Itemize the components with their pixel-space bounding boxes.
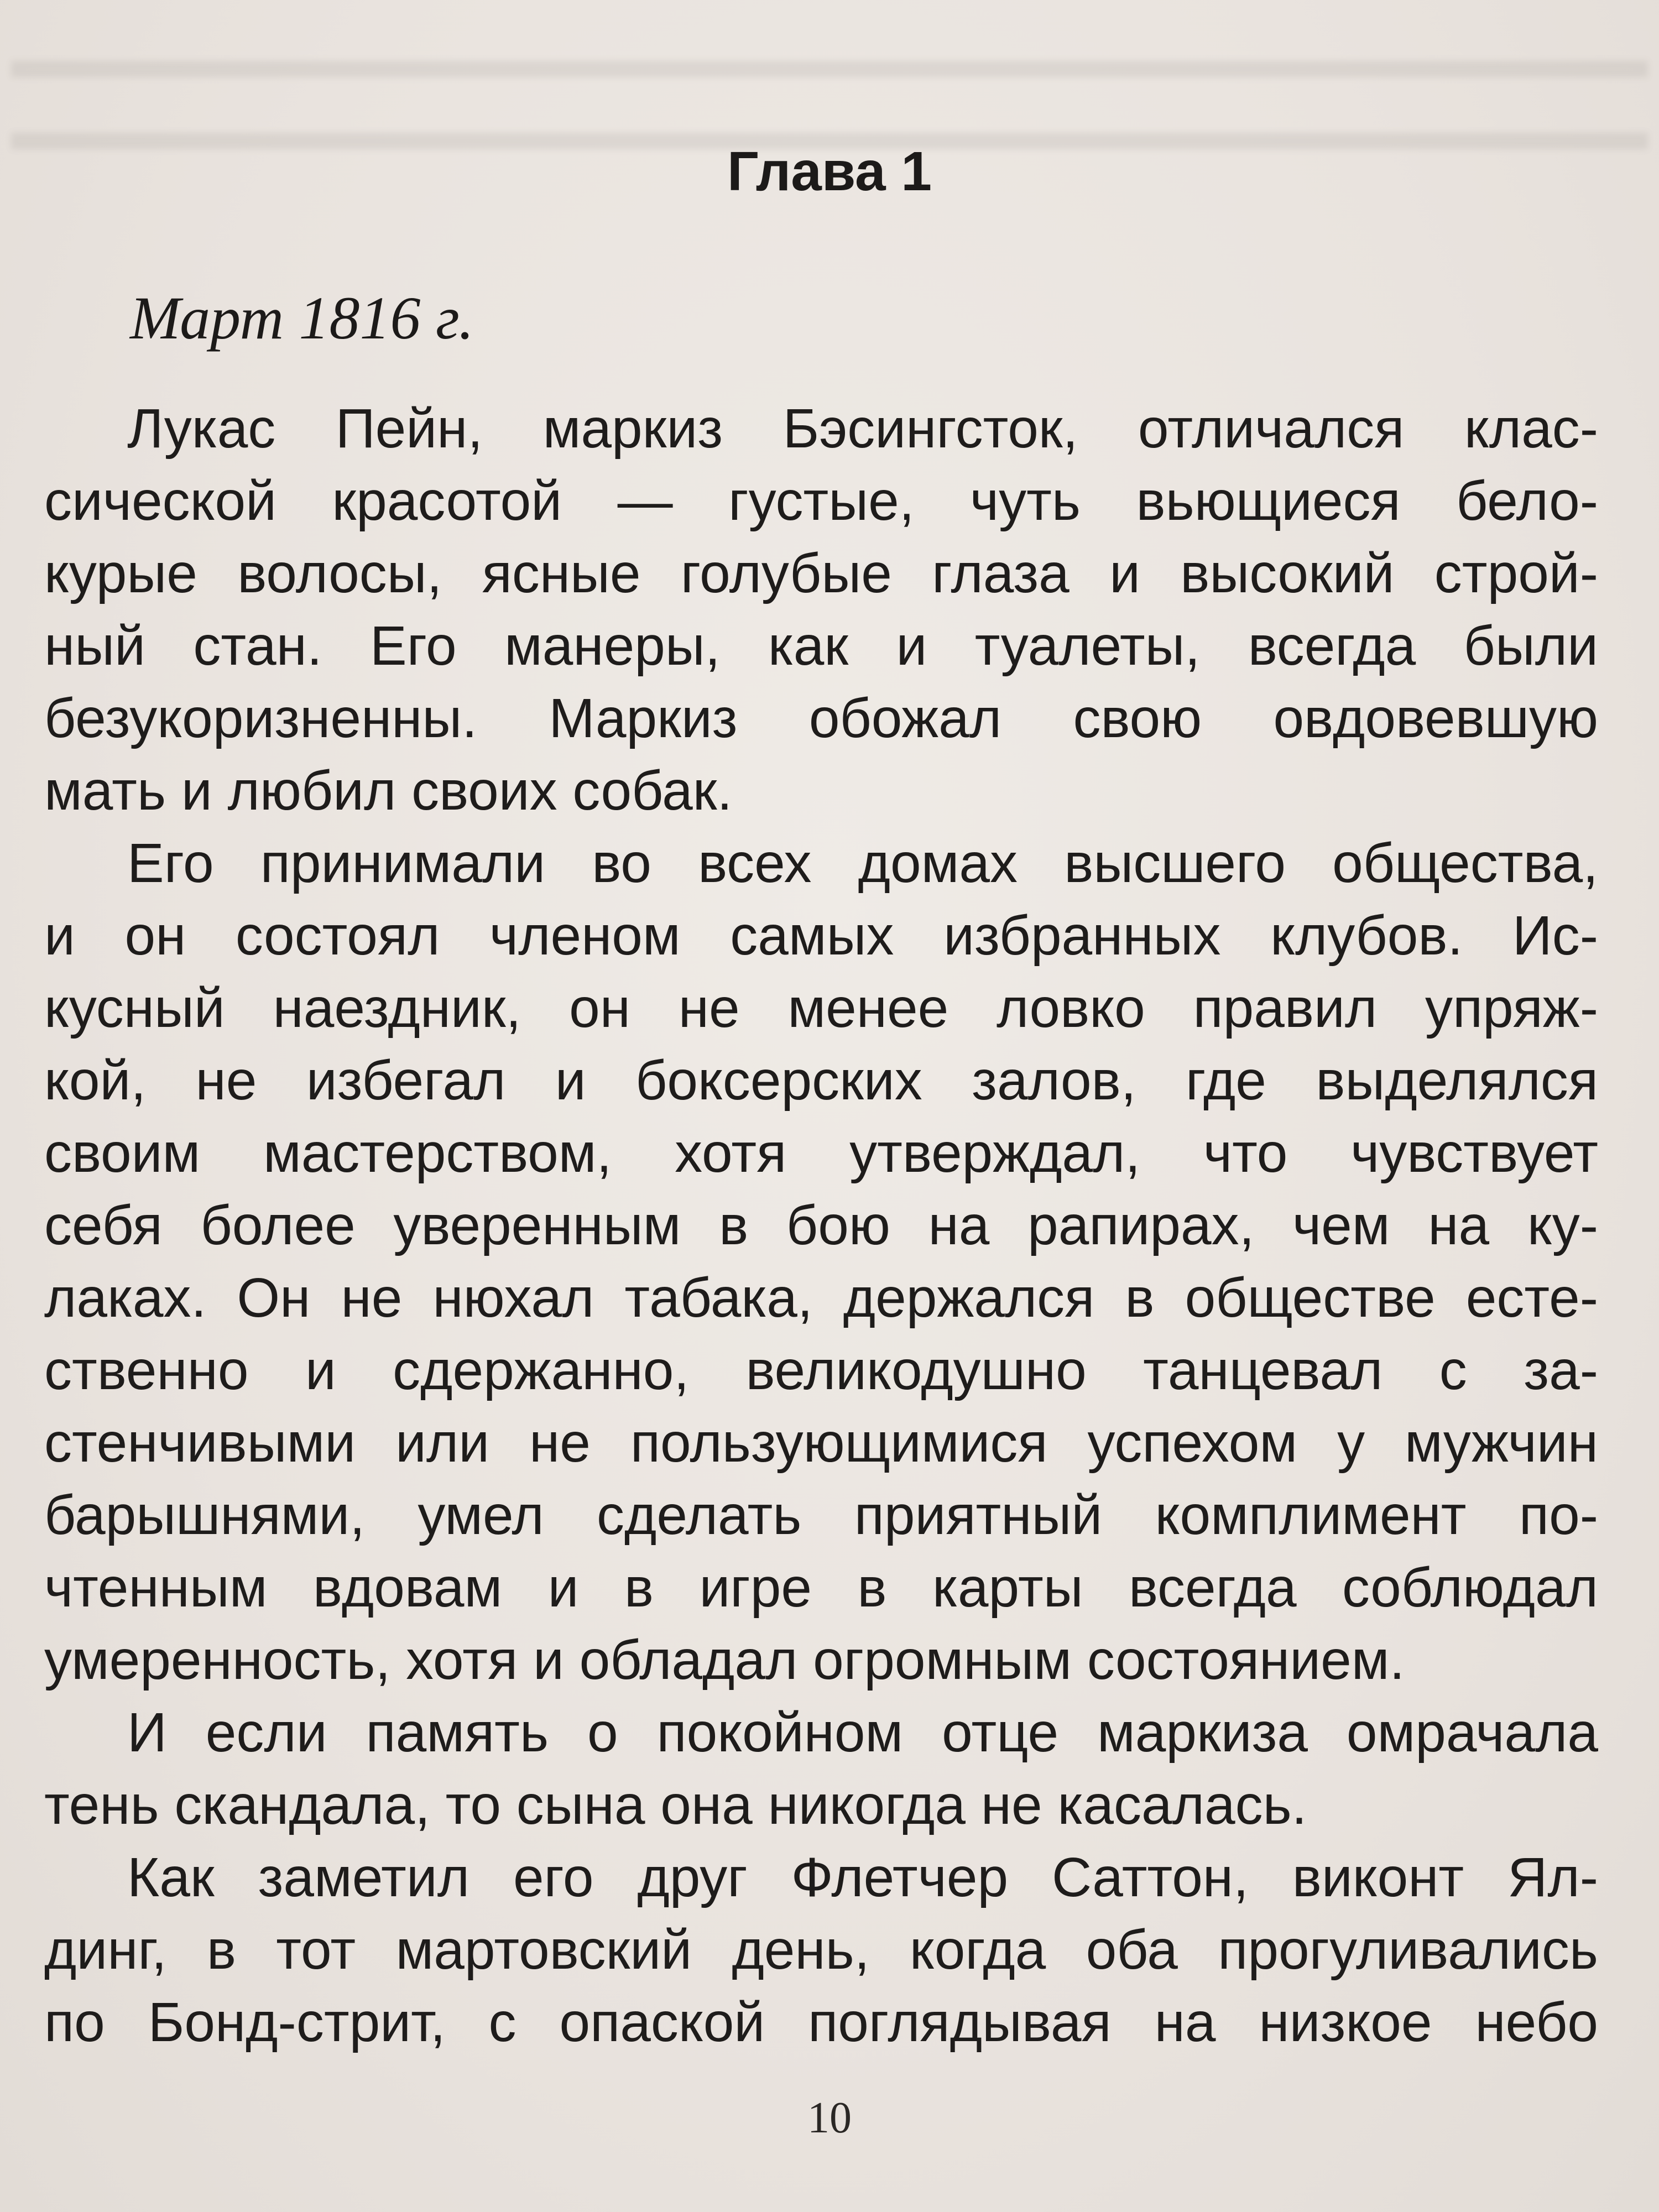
- page-number: 10: [807, 2094, 852, 2142]
- text-line: Как заметил его друг Флетчер Саттон, виконт Ял-: [127, 1846, 1598, 1908]
- text-line: курые волосы, ясные голубые глаза и высокий строй-: [44, 542, 1598, 604]
- text-line: мать и любил своих собак.: [44, 760, 733, 822]
- date-line: Март 1816 г.: [130, 284, 474, 352]
- text-line: себя более уверенным в бою на рапирах, чем на ку-: [44, 1194, 1598, 1256]
- text-line: барышнями, умел сделать приятный комплимент по-: [44, 1484, 1598, 1546]
- text-line: И если память о покойном отце маркиза омрачала: [127, 1702, 1598, 1764]
- text-line: кой, не избегал и боксерских залов, где выделялся: [44, 1050, 1598, 1112]
- text-line: лаках. Он не нюхал табака, держался в обществе есте-: [44, 1267, 1598, 1329]
- text-line: кусный наездник, он не менее ловко правил упряж-: [44, 977, 1598, 1039]
- text-line: и он состоял членом самых избранных клубов. Ис-: [44, 905, 1598, 967]
- text-line: ный стан. Его манеры, как и туалеты, всегда были: [44, 615, 1598, 677]
- chapter-title: Глава 1: [727, 140, 932, 202]
- text-line: динг, в тот мартовский день, когда оба прогуливались: [44, 1919, 1598, 1981]
- text-line: умеренность, хотя и обладал огромным состоянием.: [44, 1629, 1405, 1691]
- text-line: Лукас Пейн, маркиз Бэсингсток, отличался клас-: [127, 398, 1598, 460]
- text-line: чтенным вдовам и в игре в карты всегда соблюдал: [44, 1557, 1598, 1619]
- text-line: сической красотой — густые, чуть вьющиеся бело-: [44, 470, 1598, 532]
- text-line: стенчивыми или не пользующимися успехом у мужчин: [44, 1412, 1598, 1474]
- text-line: безукоризненны. Маркиз обожал свою овдовевшую: [44, 687, 1598, 749]
- text-line: своим мастерством, хотя утверждал, что чувствует: [44, 1122, 1598, 1184]
- text-line: ственно и сдержанно, великодушно танцевал с за-: [44, 1339, 1598, 1401]
- text-line: тень скандала, то сына она никогда не касалась.: [44, 1774, 1307, 1836]
- text-line: Его принимали во всех домах высшего общества,: [127, 832, 1598, 894]
- text-line: по Бонд-стрит, с опаской поглядывая на низкое небо: [44, 1991, 1598, 2053]
- body-text: [44, 393, 1598, 2059]
